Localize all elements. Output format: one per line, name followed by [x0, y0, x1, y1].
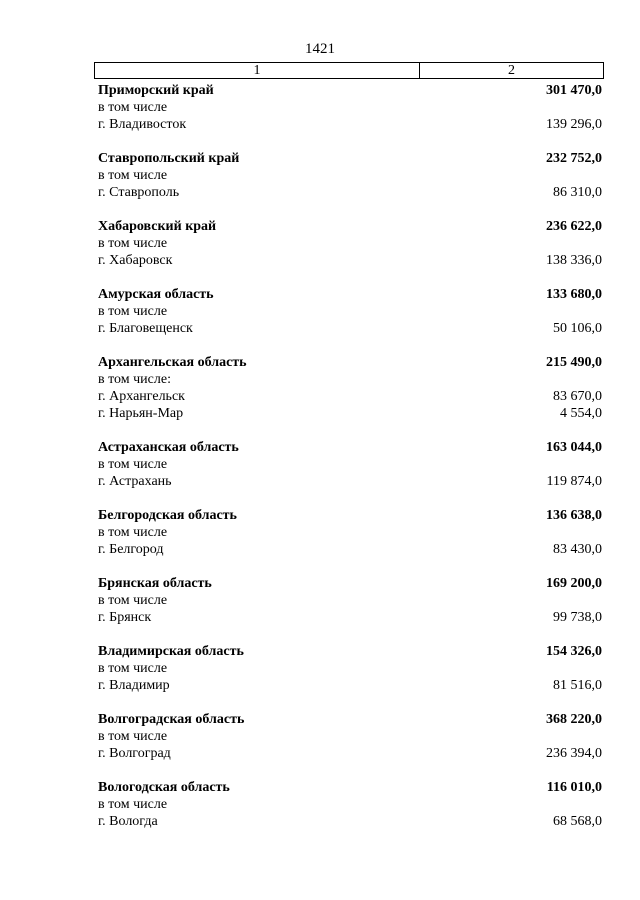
region-block: [98, 354, 602, 422]
city-row: [98, 813, 602, 830]
city-row: [98, 388, 602, 405]
region-row: [98, 82, 602, 99]
region-row: [98, 507, 602, 524]
region-row: [98, 354, 602, 371]
city-row-value: 81 516,0: [553, 678, 602, 693]
region-row-label: Ставропольский край: [98, 151, 240, 166]
subheading-row: [98, 371, 602, 388]
city-row-label: г. Вологда: [98, 814, 158, 829]
city-row: [98, 405, 602, 422]
city-row-value: 139 296,0: [546, 117, 602, 132]
city-row-value: 236 394,0: [546, 746, 602, 761]
subheading-row-label: в том числе: [98, 236, 168, 251]
region-block: [98, 779, 602, 830]
city-row-label: г. Астрахань: [98, 474, 172, 489]
city-row-value: 50 106,0: [553, 321, 602, 336]
subheading-row-label: в том числе: [98, 100, 168, 115]
city-row-label: г. Хабаровск: [98, 253, 173, 268]
region-row-value: 163 044,0: [546, 440, 602, 455]
city-row-label: г. Владимир: [98, 678, 170, 693]
subheading-row: [98, 167, 602, 184]
region-row-label: Амурская область: [98, 287, 214, 302]
city-row-value: 138 336,0: [546, 253, 602, 268]
subheading-row: [98, 592, 602, 609]
region-row-value: 232 752,0: [546, 151, 602, 166]
city-row-label: г. Волгоград: [98, 746, 171, 761]
region-row-value: 215 490,0: [546, 355, 602, 370]
city-row: [98, 184, 602, 201]
region-row-label: Брянская область: [98, 576, 212, 591]
region-row-value: 236 622,0: [546, 219, 602, 234]
city-row-label: г. Брянск: [98, 610, 152, 625]
city-row-value: 99 738,0: [553, 610, 602, 625]
column-header-1: 1: [95, 63, 420, 78]
region-row-label: Архангельская область: [98, 355, 247, 370]
subheading-row: [98, 303, 602, 320]
column-header-2: 2: [508, 63, 515, 78]
subheading-row: [98, 99, 602, 116]
region-row-label: Астраханская область: [98, 440, 239, 455]
page-number: 1421: [305, 41, 335, 57]
region-row: [98, 575, 602, 592]
city-row: [98, 745, 602, 762]
column-header-row: [94, 62, 604, 79]
region-row-label: Вологодская область: [98, 780, 230, 795]
subheading-row-label: в том числе: [98, 797, 168, 812]
region-row-value: 169 200,0: [546, 576, 602, 591]
city-row-value: 4 554,0: [560, 406, 602, 421]
region-block: [98, 643, 602, 694]
subheading-row-label: в том числе: [98, 304, 168, 319]
city-row: [98, 541, 602, 558]
city-row-label: г. Ставрополь: [98, 185, 180, 200]
city-row-value: 86 310,0: [553, 185, 602, 200]
subheading-row-label: в том числе: [98, 593, 168, 608]
region-row-label: Волгоградская область: [98, 712, 245, 727]
city-row: [98, 473, 602, 490]
subheading-row: [98, 235, 602, 252]
city-row-value: 119 874,0: [546, 474, 602, 489]
region-row: [98, 643, 602, 660]
region-row: [98, 218, 602, 235]
region-block: [98, 711, 602, 762]
region-row-value: 368 220,0: [546, 712, 602, 727]
region-row-label: Хабаровский край: [98, 219, 217, 234]
region-row: [98, 779, 602, 796]
region-row: [98, 711, 602, 728]
region-row-value: 116 010,0: [546, 780, 602, 795]
subheading-row: [98, 660, 602, 677]
city-row-label: г. Белгород: [98, 542, 164, 557]
subheading-row: [98, 524, 602, 541]
subheading-row-label: в том числе: [98, 661, 168, 676]
region-row: [98, 439, 602, 456]
subheading-row-label: в том числе:: [98, 372, 171, 387]
region-block: [98, 218, 602, 269]
subheading-row-label: в том числе: [98, 525, 168, 540]
city-row-value: 83 670,0: [553, 389, 602, 404]
region-row-label: Приморский край: [98, 83, 214, 98]
city-row: [98, 252, 602, 269]
city-row: [98, 609, 602, 626]
subheading-row: [98, 728, 602, 745]
region-row-value: 154 326,0: [546, 644, 602, 659]
region-row-value: 301 470,0: [546, 83, 602, 98]
region-block: [98, 286, 602, 337]
subheading-row-label: в том числе: [98, 729, 168, 744]
region-row-value: 133 680,0: [546, 287, 602, 302]
subheading-row-label: в том числе: [98, 168, 168, 183]
city-row: [98, 116, 602, 133]
city-row: [98, 320, 602, 337]
city-row-label: г. Владивосток: [98, 117, 187, 132]
region-row: [98, 150, 602, 167]
subheading-row: [98, 796, 602, 813]
region-row-label: Белгородская область: [98, 508, 237, 523]
subheading-row: [98, 456, 602, 473]
city-row-value: 83 430,0: [553, 542, 602, 557]
city-row-label: г. Благовещенск: [98, 321, 193, 336]
region-row: [98, 286, 602, 303]
region-block: [98, 82, 602, 133]
city-row-label: г. Архангельск: [98, 389, 185, 404]
region-block: [98, 575, 602, 626]
city-row: [98, 677, 602, 694]
region-block: [98, 507, 602, 558]
region-list: [98, 82, 602, 847]
region-row-label: Владимирская область: [98, 644, 244, 659]
region-row-value: 136 638,0: [546, 508, 602, 523]
city-row-label: г. Нарьян-Мар: [98, 406, 184, 421]
region-block: [98, 439, 602, 490]
city-row-value: 68 568,0: [553, 814, 602, 829]
region-block: [98, 150, 602, 201]
subheading-row-label: в том числе: [98, 457, 168, 472]
